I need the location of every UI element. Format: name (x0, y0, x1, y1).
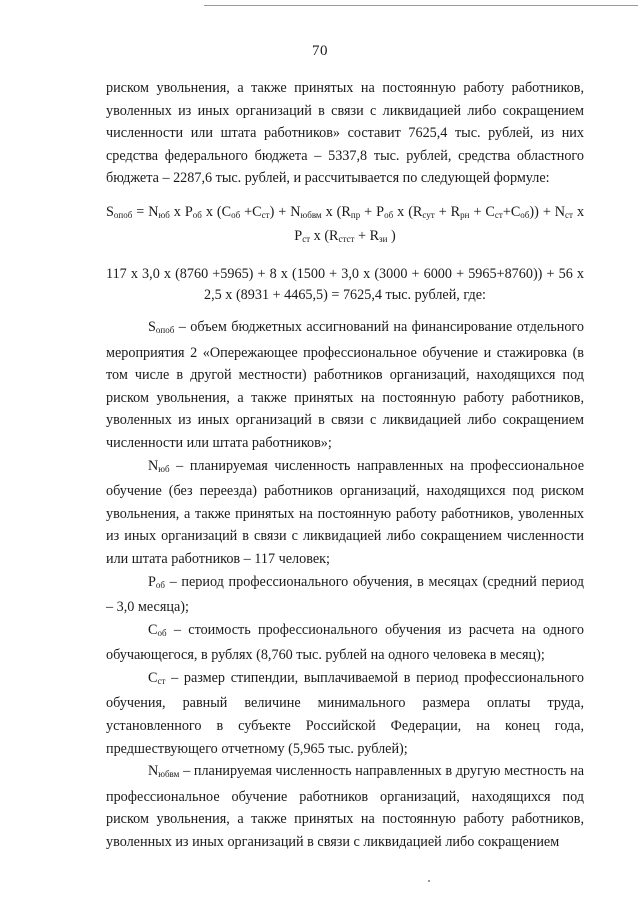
header-rule (204, 5, 638, 6)
intro-paragraph: риском увольнения, а также принятых на постоянную работу работников, уволенных из иных организаций в связи с ликвидацией либо сокращением численности или штата работников» составит 7625,4 тыс. рублей, из них средства федерального бюджета – 5337,8 тыс. рублей, средства областного бюджета – 2287,6 тыс. рублей, и рассчитывается по следующей формуле: (106, 80, 584, 187)
definition-c-st: $С_{ст}$ – размер стипендии, выплачиваемой в период профессионального обучения, равный величине минимального размера оплаты труда, установленного в субъекте Российской Федерации, на конец года, предшествующего отчетному (5,965 тыс. рублей); (106, 669, 584, 757)
formula-line-1: $S_{опоб} = N_{юб}$ x $P_{об}$ x $(C_{об} +C_{ст}) + N_{юбвм}$ x ($R_{пр} + P_{об}$ x $(R_{сут} + R_{рн} + C_{ст}+C_{об})) + N_{ст}$ x (106, 203, 585, 220)
definition-n-yub: $N_{юб}$ – планируемая численность направленных на профессиональное обучение (без переезда) работников организаций, находящихся под риском увольнения, а также принятых на постоянную работу работников, уволенных из иных организаций в связи с ликвидацией либо сокращением численности или штата работников – 117 человек; (106, 457, 584, 567)
page-number: 70 (312, 43, 328, 59)
calculation (106, 264, 584, 306)
document-body (106, 77, 584, 854)
formula (106, 202, 584, 250)
definition-s-opob: $S_{опоб}$ – объем бюджетных ассигнований на финансирование отдельного мероприятия 2 «Опережающее профессиональное обучение и стажировка (в том числе в другой местности) работников организаций, находящихся под риском увольнения, а также принятых на постоянную работу работников, уволенных из иных организаций в связи с ликвидацией либо сокращением численности или штата работников»; (106, 318, 584, 451)
formula-line-2: $P_{ст}$ x ($R_{стст} + R_{зи}$ ) (294, 227, 396, 244)
calculation-line-2: 2,5 х (8931 + 4465,5) = 7625,4 тыс. рублей, где: (204, 286, 486, 303)
definition-c-ob: $С_{об}$ – стоимость профессионального обучения из расчета на одного обучающегося, в рублях (8,760 тыс. рублей на одного человека в месяц); (106, 621, 584, 664)
calculation-line-1: 117 х 3,0 х (8760 +5965) + 8 х (1500 + 3,0 х (3000 + 6000 + 5965+8760)) + 56 х (106, 265, 584, 282)
formula-symbol: S (106, 203, 114, 220)
scan-speck (428, 880, 430, 882)
definition-n-yubvm: $N_{юбвм}$ – планируемая численность направленных в другую местность на профессиональное обучение работников организаций, находящихся под риском увольнения, а также принятых на постоянную работу работников, уволенных из иных организаций в связи с ликвидацией либо сокращением (106, 763, 584, 851)
definition-p-ob: $Р_{об}$ – период профессионального обучения, в месяцах (средний период – 3,0 месяца); (106, 573, 584, 616)
